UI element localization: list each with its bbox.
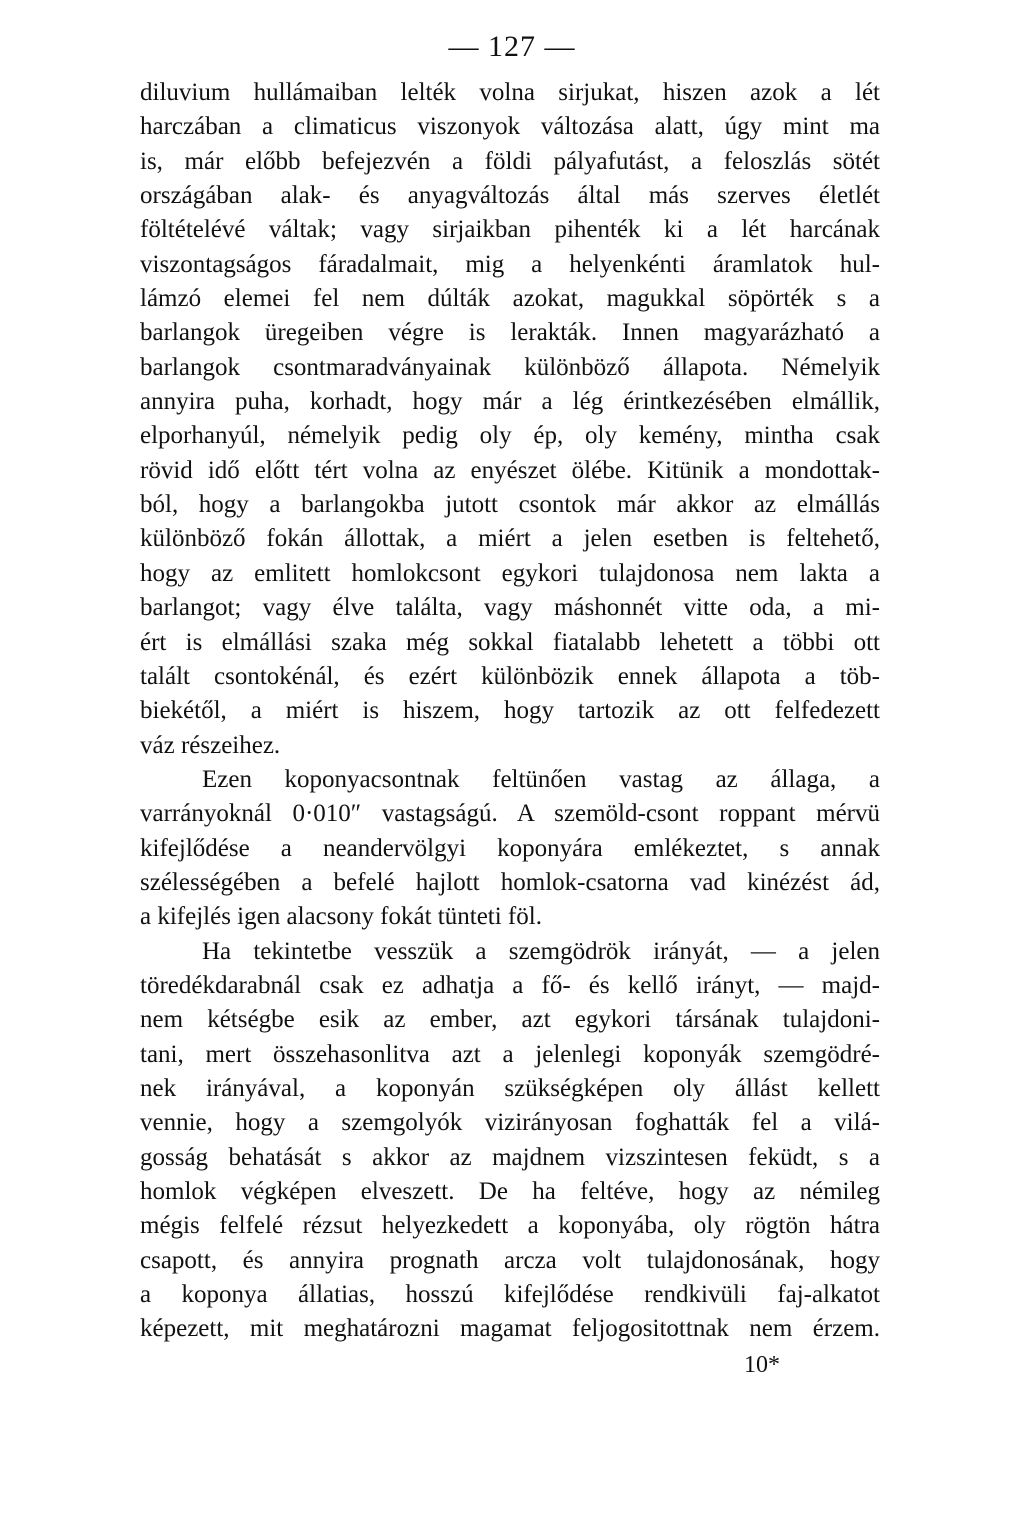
text-line: lámzó elemei fel nem dúlták azokat, magukkal söpörték s a: [140, 285, 880, 313]
paragraph-1: [140, 76, 880, 763]
text-line: Ha tekintetbe vesszük a szemgödrök irányát, — a jelen: [202, 937, 880, 965]
text-line: barlangok üregeiben végre is lerakták. Innen magyarázható a: [140, 319, 880, 347]
text-line: föltételévé váltak; vagy sirjaikban pihenték ki a lét harcának: [140, 216, 880, 244]
text-line: varrányoknál 0·010″ vastagságú. A szemöld-csont roppant mérvü: [140, 800, 880, 828]
text-line: Ezen koponyacsontnak feltünően vastag az állaga, a: [202, 765, 880, 793]
text-line: talált csontokénál, és ezért különbözik ennek állapota a töb-: [140, 662, 880, 690]
text-line: is, már előbb befejezvén a földi pályafutást, a feloszlás sötét: [140, 147, 880, 175]
text-line: mégis felfelé rézsut helyezkedett a koponyába, oly rögtön hátra: [140, 1212, 880, 1240]
text-line: biekétől, a miért is hiszem, hogy tartozik az ott felfedezett: [140, 697, 880, 725]
text-line: képezett, mit meghatározni magamat feljogositottnak nem érzem.: [140, 1315, 880, 1343]
text-line: nek irányával, a koponyán szükségképen oly állást kellett: [140, 1074, 880, 1102]
text-line: gosság behatását s akkor az majdnem vizszintesen feküdt, s a: [140, 1143, 880, 1171]
page-number-header: — 127 —: [448, 30, 576, 63]
text-line: vennie, hogy a szemgolyók vizirányosan foghatták fel a vilá-: [140, 1109, 880, 1137]
text-line: elporhanyúl, némelyik pedig oly ép, oly kemény, mintha csak: [140, 422, 880, 450]
body-text: [140, 76, 880, 1347]
text-line: tani, mert összehasonlitva azt a jelenlegi koponyák szemgödré-: [140, 1040, 880, 1068]
text-line: homlok végképen elveszett. De ha feltéve, hogy az némileg: [140, 1178, 880, 1205]
text-line: csapott, és annyira prognath arcza volt tulajdonosának, hogy: [140, 1246, 880, 1274]
signature-mark: 10*: [744, 1352, 780, 1378]
text-line: barlangot; vagy élve találta, vagy máshonnét vitte oda, a mi-: [140, 594, 880, 622]
text-line: szélességében a befelé hajlott homlok-csatorna vad kinézést ád,: [140, 868, 880, 896]
text-line: a kifejlés igen alacsony fokát tünteti föl.: [140, 903, 542, 931]
text-line: kifejlődése a neandervölgyi koponyára emlékeztet, s annak: [140, 834, 880, 862]
text-line: országában alak- és anyagváltozás által más szerves életlét: [140, 182, 880, 210]
text-line: ból, hogy a barlangokba jutott csontok már akkor az elmállás: [140, 491, 880, 519]
text-line: nem kétségbe esik az ember, azt egykori társának tulajdoni-: [140, 1006, 880, 1034]
paragraph-2: [140, 763, 880, 935]
text-line: annyira puha, korhadt, hogy már a lég érintkezésében elmállik,: [140, 388, 880, 416]
text-line: töredékdarabnál csak ez adhatja a fő- és kellő irányt, — majd-: [140, 971, 880, 999]
text-line: ért is elmállási szaka még sokkal fiatalabb lehetett a többi ott: [140, 628, 880, 656]
text-line: viszontagságos fáradalmait, mig a helyenkénti áramlatok hul-: [140, 250, 880, 278]
text-line: harczában a climaticus viszonyok változása alatt, úgy mint ma: [140, 113, 880, 141]
text-line: barlangok csontmaradványainak különböző állapota. Némelyik: [140, 353, 880, 381]
text-line: hogy az emlitett homlokcsont egykori tulajdonosa nem lakta a: [140, 559, 880, 587]
text-line: a koponya állatias, hosszú kifejlődése rendkivüli faj-alkatot: [140, 1281, 880, 1309]
text-line: rövid idő előtt tért volna az enyészet ölébe. Kitünik a mondottak-: [140, 456, 880, 484]
text-line: váz részeihez.: [140, 731, 281, 759]
paragraph-3: [140, 935, 880, 1347]
text-line: különböző fokán állottak, a miért a jelen esetben is feltehető,: [140, 525, 880, 553]
text-line: diluvium hullámaiban lelték volna sirjukat, hiszen azok a lét: [140, 79, 880, 106]
